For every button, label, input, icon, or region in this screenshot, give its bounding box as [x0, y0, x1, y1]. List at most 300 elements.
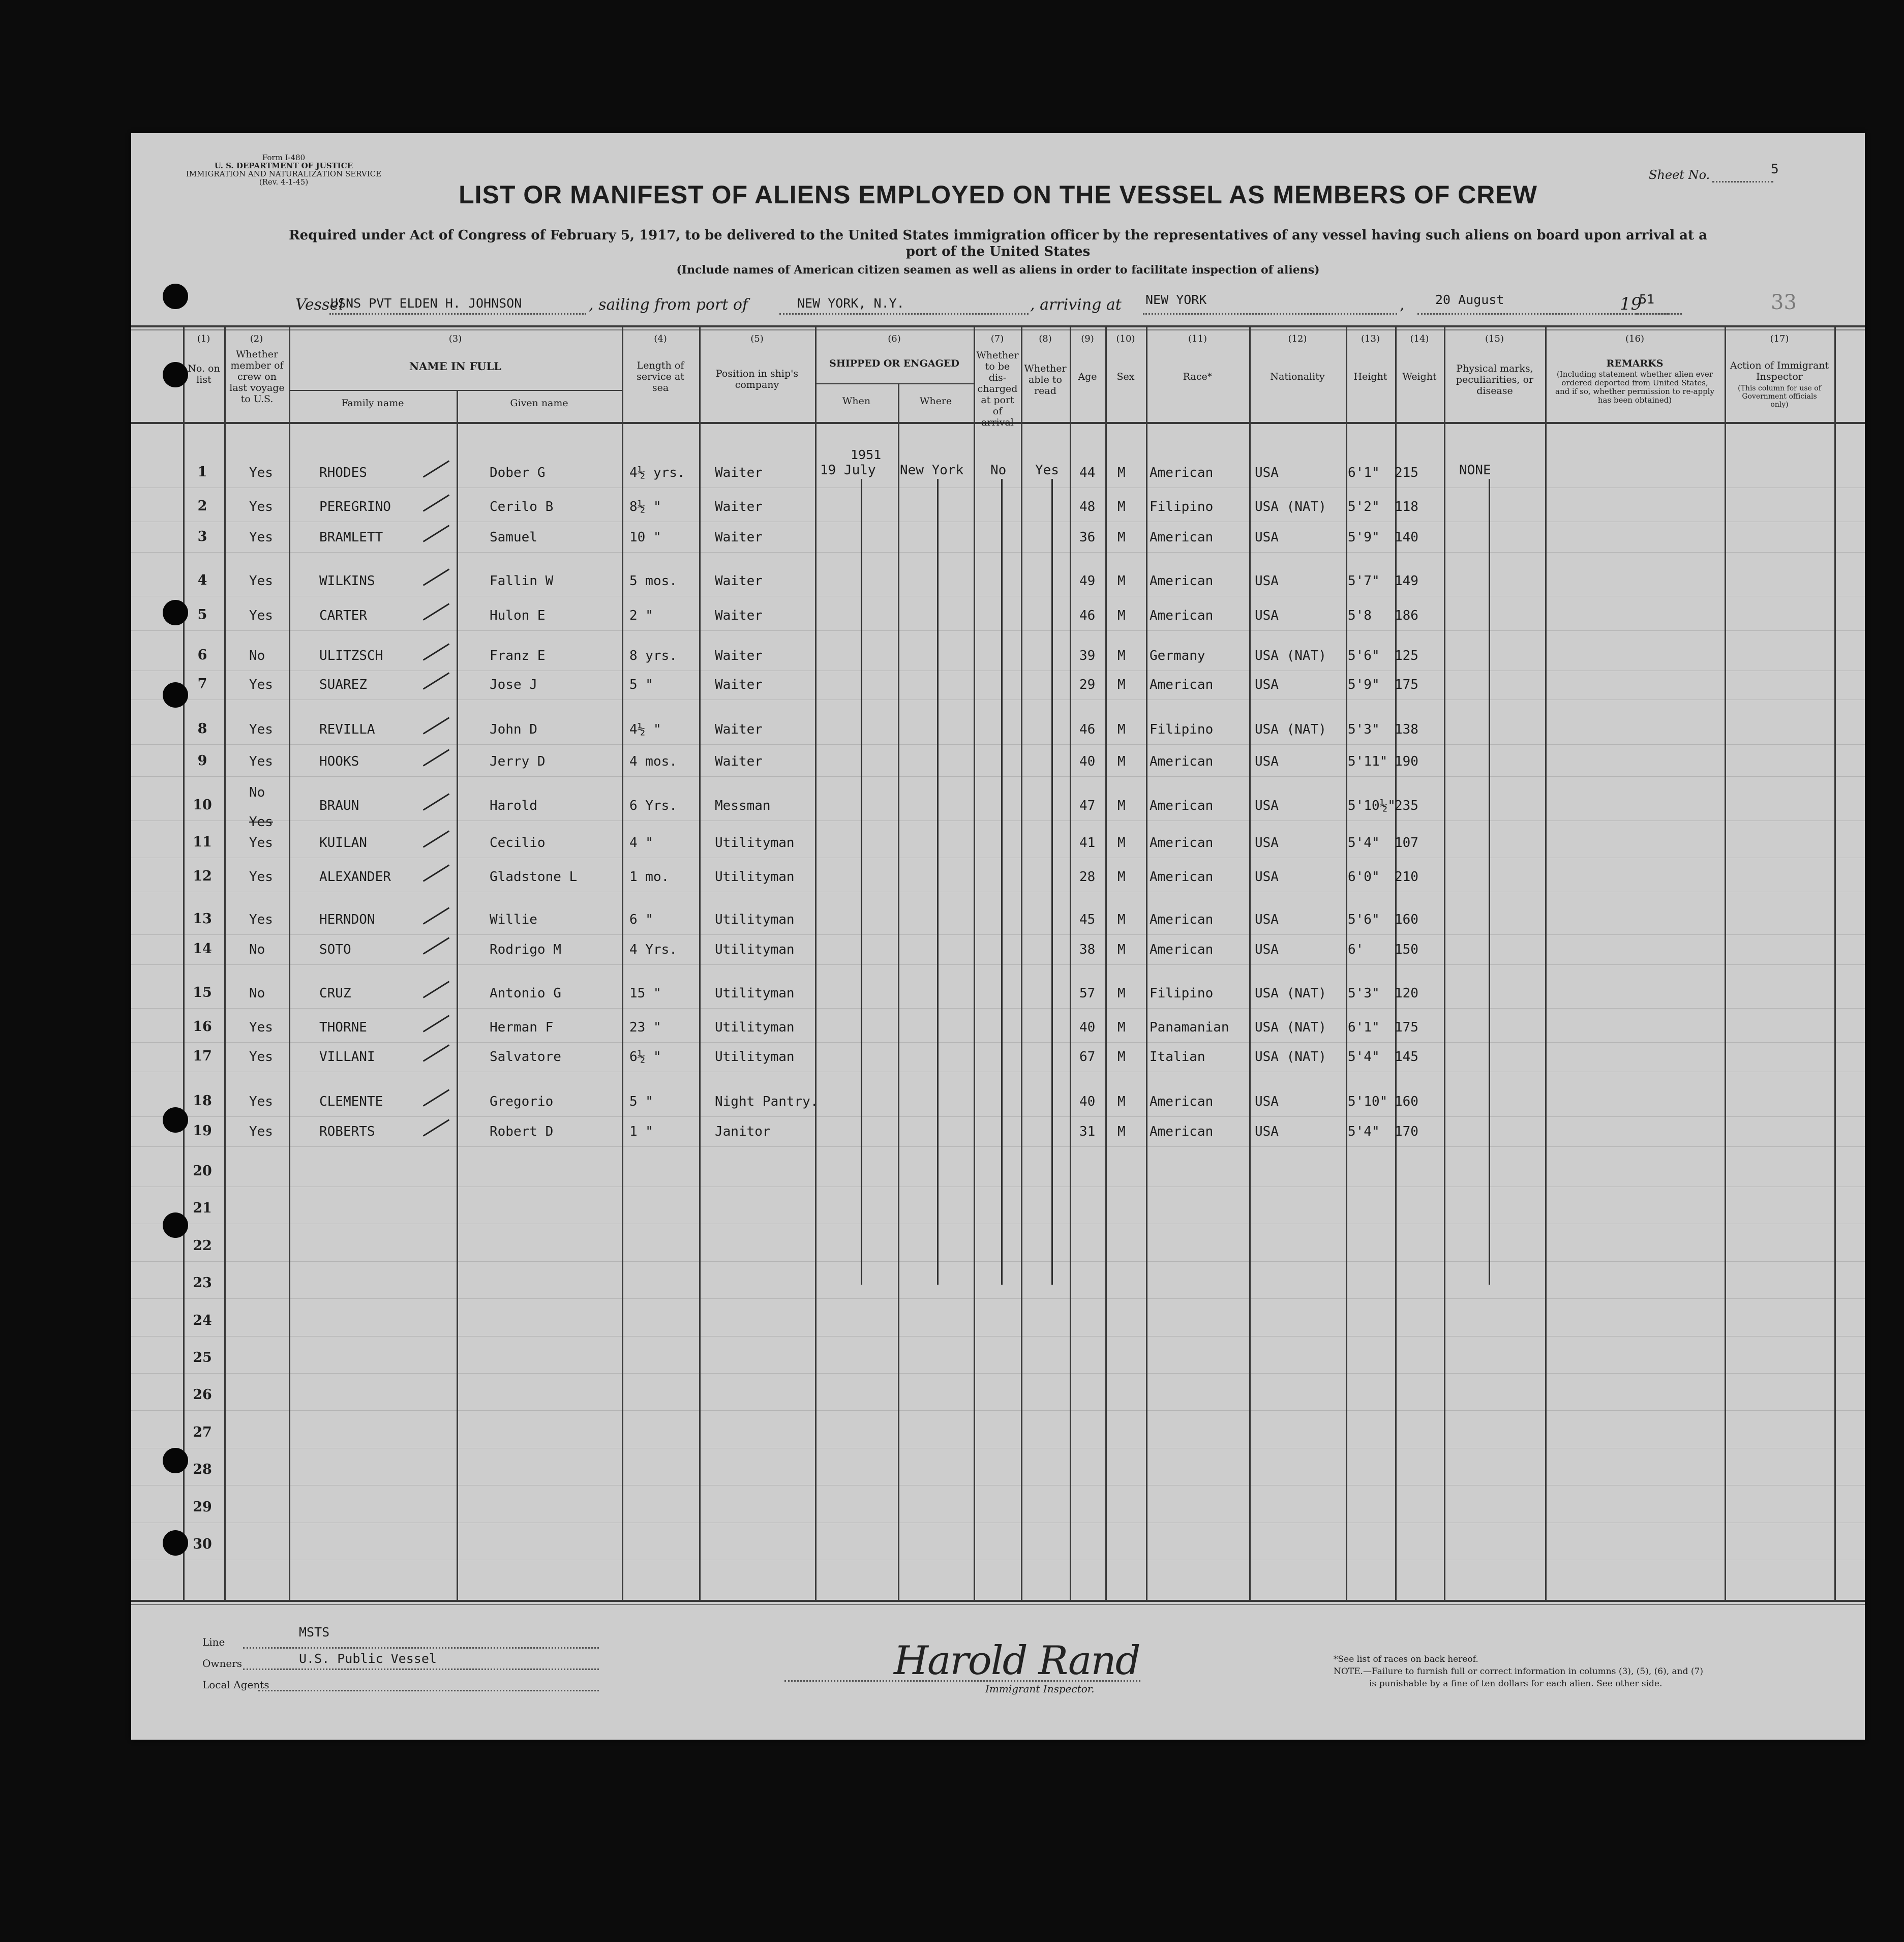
age-cell: 28 — [1079, 869, 1096, 885]
col-header-where: Where — [919, 396, 952, 407]
nationality-cell: USA — [1255, 677, 1279, 692]
check-mark — [423, 672, 449, 689]
family-name-cell: HOOKS — [319, 754, 359, 769]
position-cell: Messman — [715, 798, 771, 813]
ruling-line — [131, 1410, 1865, 1411]
family-name-cell: ROBERTS — [319, 1124, 375, 1139]
race-cell: American — [1150, 835, 1214, 851]
ruling-line — [131, 934, 1865, 935]
shipped-when: 19 July — [820, 463, 876, 478]
family-name-cell: KUILAN — [319, 835, 367, 851]
row-number: 22 — [193, 1237, 212, 1254]
check-mark — [423, 864, 449, 882]
weight-cell: 170 — [1395, 1124, 1418, 1139]
length-of-service-cell: 15 " — [629, 986, 661, 1001]
footer-owners-value: U.S. Public Vessel — [299, 1651, 437, 1666]
row-number: 11 — [193, 834, 212, 850]
weight-cell: 160 — [1395, 912, 1418, 927]
row-number: 12 — [193, 868, 212, 884]
position-cell: Waiter — [715, 465, 763, 480]
given-name-cell: Antonio G — [490, 986, 561, 1001]
col-line-12 — [1249, 326, 1251, 1601]
footer-agents-label: Local Agents — [202, 1679, 269, 1691]
row-number: 9 — [197, 753, 207, 769]
nationality-cell: USA (NAT) — [1255, 1020, 1326, 1035]
age-cell: 44 — [1079, 465, 1096, 480]
sex-cell: M — [1117, 835, 1126, 851]
length-of-service-cell: 6½ " — [629, 1049, 661, 1065]
ruling-line — [131, 1336, 1865, 1337]
position-cell: Waiter — [715, 648, 763, 663]
last-voyage-cell: Yes — [249, 869, 273, 885]
age-cell: 29 — [1079, 677, 1096, 692]
row-number: 26 — [193, 1387, 212, 1403]
row-number: 6 — [197, 647, 207, 663]
ditto-line-read — [1051, 479, 1053, 1285]
check-mark — [423, 907, 449, 924]
given-name-cell: Gregorio — [490, 1094, 554, 1109]
footer-line-underline — [243, 1647, 599, 1649]
weight-cell: 125 — [1395, 648, 1418, 663]
length-of-service-cell: 4 " — [629, 835, 653, 851]
weight-cell: 235 — [1395, 798, 1418, 813]
height-cell: 6'1" — [1348, 465, 1380, 480]
row-number: 20 — [193, 1163, 212, 1179]
last-voyage-cell: Yes — [249, 573, 273, 589]
col-header-family: Family name — [341, 398, 404, 409]
last-voyage-cell: Yes — [249, 608, 273, 623]
row-number: 27 — [193, 1424, 212, 1440]
footer-owners-label: Owners — [202, 1657, 243, 1670]
position-cell: Utilityman — [715, 986, 795, 1001]
age-cell: 57 — [1079, 986, 1096, 1001]
age-cell: 46 — [1079, 608, 1096, 623]
col-header-race: Race* — [1183, 371, 1213, 382]
height-cell: 5'7" — [1348, 573, 1380, 589]
row-number: 3 — [197, 529, 207, 544]
col-line-11 — [1146, 326, 1147, 1601]
year-prefix: 19 — [1620, 294, 1642, 314]
sex-cell: M — [1117, 869, 1126, 885]
sex-cell: M — [1117, 573, 1126, 589]
sex-cell: M — [1117, 986, 1126, 1001]
family-name-cell: HERNDON — [319, 912, 375, 927]
col-header-height: Height — [1353, 371, 1387, 382]
row-number: 4 — [197, 572, 207, 588]
length-of-service-cell: 4½ yrs. — [629, 465, 685, 480]
family-name-cell: VILLANI — [319, 1049, 375, 1065]
nationality-cell: USA (NAT) — [1255, 1049, 1326, 1065]
nationality-cell: USA — [1255, 942, 1279, 957]
struck-last-voyage: Yes — [249, 814, 273, 830]
height-cell: 6' — [1348, 942, 1364, 957]
col-num-10: (10) — [1116, 333, 1135, 344]
sex-cell: M — [1117, 465, 1126, 480]
row-number: 17 — [193, 1048, 212, 1064]
weight-cell: 175 — [1395, 1020, 1418, 1035]
length-of-service-cell: 5 mos. — [629, 573, 677, 589]
ruling-line — [131, 1298, 1865, 1299]
age-cell: 39 — [1079, 648, 1096, 663]
check-mark — [423, 981, 449, 998]
row-number: 5 — [197, 607, 207, 623]
age-cell: 45 — [1079, 912, 1096, 927]
col-header-remarks-note: (Including statement whether alien ever ordered deported from United States, and if so, whether permission to re-apply has been obtained) — [1555, 370, 1714, 405]
row-number: 29 — [193, 1499, 212, 1515]
family-name-cell: SUAREZ — [319, 677, 367, 692]
row-number: 19 — [193, 1123, 212, 1139]
form-revision: (Rev. 4-1-45) — [259, 177, 309, 187]
row-number: 16 — [193, 1019, 212, 1035]
family-name-cell: ULITZSCH — [319, 648, 383, 663]
height-cell: 5'6" — [1348, 648, 1380, 663]
family-name-cell: WILKINS — [319, 573, 375, 589]
col-num-16: (16) — [1625, 333, 1644, 344]
form-number: Form I-480 — [262, 153, 306, 162]
nationality-cell: USA (NAT) — [1255, 986, 1326, 1001]
length-of-service-cell: 4 mos. — [629, 754, 677, 769]
given-name-cell: John D — [490, 722, 537, 737]
check-mark — [423, 1089, 449, 1106]
check-mark — [423, 460, 449, 477]
position-cell: Waiter — [715, 722, 763, 737]
nationality-cell: USA — [1255, 465, 1279, 480]
weight-cell: 140 — [1395, 530, 1418, 545]
col-header-nationality: Nationality — [1270, 371, 1325, 382]
row-number: 25 — [193, 1350, 212, 1366]
last-voyage-cell: Yes — [249, 1094, 273, 1109]
given-name-cell: Dober G — [490, 465, 546, 480]
check-mark — [423, 793, 449, 810]
length-of-service-cell: 1 mo. — [629, 869, 670, 885]
position-cell: Waiter — [715, 573, 763, 589]
discharged-value: No — [990, 463, 1007, 478]
race-cell: Italian — [1150, 1049, 1205, 1065]
last-voyage-cell: Yes — [249, 1049, 273, 1065]
sex-cell: M — [1117, 677, 1126, 692]
race-cell: Filipino — [1150, 722, 1214, 737]
weight-cell: 190 — [1395, 754, 1418, 769]
col-num-1: (1) — [197, 333, 210, 344]
footer-note-2: NOTE.—Failure to furnish full or correct information in columns (3), (5), (6), and (7) — [1334, 1666, 1703, 1677]
position-cell: Utilityman — [715, 912, 795, 927]
col-line-13 — [1346, 326, 1347, 1601]
punch-hole — [163, 1212, 188, 1238]
shipped-subheader-line — [815, 383, 974, 384]
col-num-5: (5) — [750, 333, 764, 344]
col-line-6 — [815, 326, 817, 1601]
check-mark — [423, 1119, 449, 1136]
given-name-cell: Gladstone L — [490, 869, 578, 885]
col-line-5 — [699, 326, 701, 1601]
subtitle-line-3: (Include names of American citizen seamen as well as aliens in order to facilitate inspection of aliens) — [676, 263, 1320, 277]
row-number: 14 — [193, 941, 212, 957]
check-mark — [423, 568, 449, 586]
col-num-15: (15) — [1485, 333, 1504, 344]
weight-cell: 175 — [1395, 677, 1418, 692]
footer-note-1: *See list of races on back hereof. — [1334, 1654, 1478, 1664]
punch-hole — [163, 284, 188, 309]
col-header-action-note: (This column for use of Government officials only) — [1738, 384, 1821, 409]
race-cell: American — [1150, 942, 1214, 957]
given-name-cell: Fallin W — [490, 573, 554, 589]
height-cell: 5'2" — [1348, 499, 1380, 514]
last-voyage-cell: No — [249, 942, 265, 957]
height-cell: 5'6" — [1348, 912, 1380, 927]
race-cell: American — [1150, 912, 1214, 927]
col-header-physical: Physical marks, peculiarities, or disease — [1456, 363, 1534, 397]
check-mark — [423, 1015, 449, 1032]
punch-hole — [163, 1107, 188, 1133]
arriving-underline — [1143, 313, 1397, 315]
weight-cell: 149 — [1395, 573, 1418, 589]
physical-marks-value: NONE — [1459, 463, 1491, 478]
age-cell: 38 — [1079, 942, 1096, 957]
sheet-number-label: Sheet No. — [1649, 168, 1710, 182]
sex-cell: M — [1117, 648, 1126, 663]
given-name-cell: Robert D — [490, 1124, 554, 1139]
ditto-line-where — [937, 479, 939, 1285]
check-mark — [423, 717, 449, 734]
last-voyage-cell: No — [249, 648, 265, 663]
ruling-line — [131, 1116, 1865, 1117]
ditto-line-discharged — [1001, 479, 1003, 1285]
col-line-17 — [1725, 326, 1726, 1601]
date-comma: , — [1400, 296, 1405, 314]
height-cell: 6'0" — [1348, 869, 1380, 885]
given-name-cell: Jerry D — [490, 754, 546, 769]
given-name-cell: Cerilo B — [490, 499, 554, 514]
race-cell: American — [1150, 608, 1214, 623]
vessel-name: USNS PVT ELDEN H. JOHNSON — [330, 296, 522, 311]
ruling-line — [131, 776, 1865, 777]
last-voyage-cell: Yes — [249, 677, 273, 692]
race-cell: Filipino — [1150, 986, 1214, 1001]
height-cell: 5'8 — [1348, 608, 1372, 623]
weight-cell: 120 — [1395, 986, 1418, 1001]
col-header-discharged: Whether to be dis-charged at port of arrival — [976, 350, 1019, 428]
nationality-cell: USA — [1255, 573, 1279, 589]
nationality-cell: USA — [1255, 835, 1279, 851]
length-of-service-cell: 5 " — [629, 677, 653, 692]
nationality-cell: USA — [1255, 754, 1279, 769]
last-voyage-cell: Yes — [249, 835, 273, 851]
col-line-2 — [224, 326, 226, 1601]
ditto-line-physical — [1489, 479, 1490, 1285]
col-num-11: (11) — [1188, 333, 1207, 344]
footer-agents-underline — [258, 1690, 599, 1691]
race-cell: American — [1150, 869, 1214, 885]
age-cell: 40 — [1079, 1094, 1096, 1109]
length-of-service-cell: 8½ " — [629, 499, 661, 514]
row-number: 1 — [197, 464, 207, 480]
check-mark — [423, 937, 449, 954]
col-num-6: (6) — [888, 333, 901, 344]
family-name-cell: THORNE — [319, 1020, 367, 1035]
sailing-label: , sailing from port of — [589, 296, 748, 314]
row-number: 8 — [197, 721, 207, 737]
sex-cell: M — [1117, 1049, 1126, 1065]
shipped-where: New York — [900, 463, 964, 478]
col-line-15 — [1444, 326, 1445, 1601]
col-line-16 — [1545, 326, 1547, 1601]
length-of-service-cell: 5 " — [629, 1094, 653, 1109]
ruling-line — [131, 630, 1865, 631]
race-cell: Panamanian — [1150, 1020, 1229, 1035]
sailing-port: NEW YORK, N.Y. — [797, 296, 904, 311]
given-name-cell: Willie — [490, 912, 537, 927]
col-line-3b — [457, 390, 458, 1601]
col-num-12: (12) — [1288, 333, 1307, 344]
weight-cell: 138 — [1395, 722, 1418, 737]
col-num-2: (2) — [250, 333, 263, 344]
form-department: U. S. DEPARTMENT OF JUSTICE — [214, 161, 353, 170]
row-number: 10 — [193, 797, 212, 813]
family-name-cell: CARTER — [319, 608, 367, 623]
inspector-signature: Harold Rand — [894, 1638, 1140, 1684]
given-name-cell: Jose J — [490, 677, 537, 692]
col-line-14 — [1395, 326, 1397, 1601]
punch-hole — [163, 682, 188, 708]
given-name-cell: Hulon E — [490, 608, 546, 623]
col-line-18 — [1834, 326, 1836, 1601]
race-cell: American — [1150, 573, 1214, 589]
position-cell: Utilityman — [715, 835, 795, 851]
family-name-cell: PEREGRINO — [319, 499, 391, 514]
ruling-line — [131, 1042, 1865, 1043]
col-line-9 — [1070, 326, 1071, 1601]
weight-cell: 215 — [1395, 465, 1418, 480]
row-number: 28 — [193, 1462, 212, 1478]
last-voyage-cell: Yes — [249, 530, 273, 545]
height-cell: 5'3" — [1348, 722, 1380, 737]
last-voyage-cell: Yes — [249, 754, 273, 769]
weight-cell: 186 — [1395, 608, 1418, 623]
punch-hole — [163, 1530, 188, 1556]
family-name-cell: CRUZ — [319, 986, 351, 1001]
col-num-14: (14) — [1410, 333, 1429, 344]
nationality-cell: USA — [1255, 912, 1279, 927]
sex-cell: M — [1117, 1020, 1126, 1035]
sex-cell: M — [1117, 912, 1126, 927]
race-cell: American — [1150, 754, 1214, 769]
sex-cell: M — [1117, 942, 1126, 957]
race-cell: American — [1150, 677, 1214, 692]
given-name-cell: Herman F — [490, 1020, 554, 1035]
col-num-17: (17) — [1770, 333, 1789, 344]
sheet-number-value: 5 — [1771, 162, 1779, 177]
position-cell: Night Pantry. — [715, 1094, 819, 1109]
table-top-border — [131, 325, 1865, 327]
position-cell: Utilityman — [715, 1020, 795, 1035]
length-of-service-cell: 2 " — [629, 608, 653, 623]
ruling-line — [131, 1146, 1865, 1147]
height-cell: 5'4" — [1348, 1049, 1380, 1065]
weight-cell: 118 — [1395, 499, 1418, 514]
height-cell: 5'9" — [1348, 677, 1380, 692]
row-number: 23 — [193, 1275, 212, 1291]
col-header-position: Position in ship's company — [715, 368, 799, 390]
length-of-service-cell: 10 " — [629, 530, 661, 545]
family-name-cell: BRAMLETT — [319, 530, 383, 545]
last-voyage-cell: Yes — [249, 1124, 273, 1139]
height-cell: 5'11" — [1348, 754, 1388, 769]
sex-cell: M — [1117, 530, 1126, 545]
punch-hole — [163, 600, 188, 625]
nationality-cell: USA — [1255, 869, 1279, 885]
length-of-service-cell: 8 yrs. — [629, 648, 677, 663]
table-bottom-border-2 — [131, 1604, 1865, 1605]
nationality-cell: USA — [1255, 1094, 1279, 1109]
height-cell: 5'4" — [1348, 835, 1380, 851]
family-name-cell: ALEXANDER — [319, 869, 391, 885]
weight-cell: 145 — [1395, 1049, 1418, 1065]
row-number: 7 — [197, 676, 207, 692]
manifest-sheet — [131, 133, 1865, 1740]
position-cell: Janitor — [715, 1124, 771, 1139]
sex-cell: M — [1117, 722, 1126, 737]
height-cell: 6'1" — [1348, 1020, 1380, 1035]
age-cell: 31 — [1079, 1124, 1096, 1139]
col-num-13: (13) — [1361, 333, 1380, 344]
col-line-8 — [1021, 326, 1022, 1601]
race-cell: American — [1150, 1094, 1214, 1109]
sex-cell: M — [1117, 1124, 1126, 1139]
check-mark — [423, 830, 449, 847]
given-name-cell: Franz E — [490, 648, 546, 663]
ruling-line — [131, 1373, 1865, 1374]
last-voyage-cell: Yes — [249, 722, 273, 737]
check-mark — [423, 494, 449, 511]
given-name-cell: Rodrigo M — [490, 942, 561, 957]
position-cell: Waiter — [715, 530, 763, 545]
footer-line-value: MSTS — [299, 1625, 330, 1640]
corner-stamp: 33 — [1771, 291, 1797, 314]
col-header-name: NAME IN FULL — [409, 360, 502, 373]
given-name-cell: Cecilio — [490, 835, 546, 851]
nationality-cell: USA — [1255, 608, 1279, 623]
age-cell: 67 — [1079, 1049, 1096, 1065]
height-cell: 5'10½" — [1348, 798, 1396, 813]
nationality-cell: USA (NAT) — [1255, 722, 1326, 737]
race-cell: American — [1150, 798, 1214, 813]
check-mark — [423, 1044, 449, 1061]
table-top-border-2 — [131, 329, 1865, 330]
last-voyage-cell: Yes — [249, 465, 273, 480]
age-cell: 47 — [1079, 798, 1096, 813]
shipped-year: 1951 — [851, 447, 882, 462]
nationality-cell: USA (NAT) — [1255, 648, 1326, 663]
arrival-date: 20 August — [1435, 292, 1504, 307]
footer-line-label: Line — [202, 1636, 225, 1648]
row-number: 21 — [193, 1200, 212, 1217]
col-header-action: Action of Immigrant Inspector — [1730, 360, 1829, 382]
col-num-8: (8) — [1039, 333, 1052, 344]
col-header-last-voyage: Whether member of crew on last voyage to U.S. — [229, 349, 285, 405]
year-underline — [1636, 313, 1673, 315]
weight-cell: 150 — [1395, 942, 1418, 957]
check-mark — [423, 603, 449, 620]
col-header-read: Whether able to read — [1024, 363, 1067, 397]
ruling-line — [131, 1008, 1865, 1009]
length-of-service-cell: 1 " — [629, 1124, 653, 1139]
col-num-3: (3) — [448, 333, 462, 344]
col-header-shipped: SHIPPED OR ENGAGED — [829, 358, 959, 369]
given-name-cell: Harold — [490, 798, 537, 813]
family-name-cell: RHODES — [319, 465, 367, 480]
race-cell: American — [1150, 530, 1214, 545]
position-cell: Waiter — [715, 754, 763, 769]
